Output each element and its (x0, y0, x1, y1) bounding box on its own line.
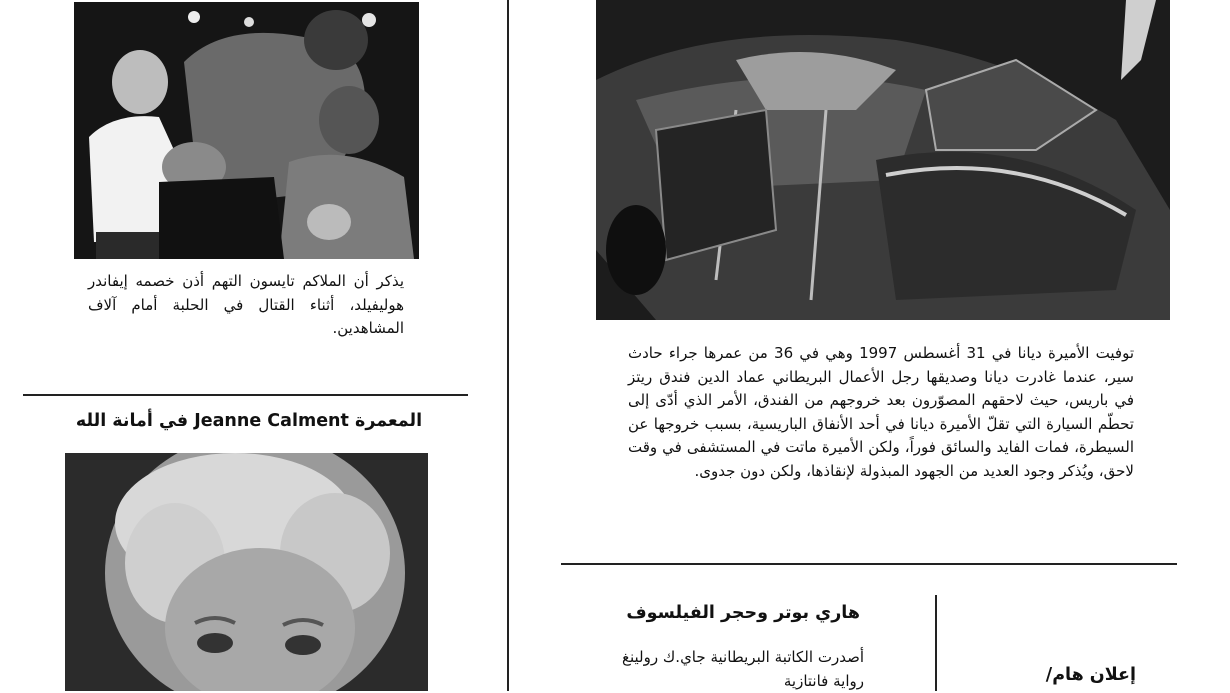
diana-caption: توفيت الأميرة ديانا في 31 أغسطس 1997 وهي في 36 من عمرها جراء حادث سير، عندما غادرت ديانا وصديقها رجل الأعمال البريطاني عماد الدين فندق ريتز في باريس، حيث لاحقهم المصوّرون بعد خروجهم من الفندق، الأمر الذي أدّى إلى تحطّم السيارة التي تقلّ الأميرة ديانا في أحد الأنفاق الباريسية، بسبب خروجها عن السيطرة، فمات الفايد والسائق فوراً، ولكن الأميرة ماتت في المستشفى في وقت لاحق، ويُذكر وجود العديد من الجهود المبذولة لإنقاذها، ولكن دون جدوى. (628, 344, 1135, 480)
harry-potter-heading: هاري بوتر وحجر الفيلسوف (626, 603, 860, 623)
harry-potter-text: أصدرت الكاتبة البريطانية جاي.ك رولينغ رواية فانتازية (622, 648, 864, 690)
left-divider (23, 394, 468, 396)
column-divider (507, 0, 509, 691)
boxing-caption: يذكر أن الملاكم تايسون التهم أذن خصمه إيفاندر هوليفيلد، أثناء القتال في الحلبة أمام آلاف المشاهدين. (88, 272, 404, 337)
calment-heading: المعمرة Jeanne Calment في أمانة الله (75, 411, 423, 431)
car-crash-photo (596, 0, 1170, 320)
bottom-column-divider (935, 595, 937, 691)
announcement-heading: إعلان هام/ (1045, 665, 1136, 685)
right-divider (561, 563, 1177, 565)
calment-photo (65, 453, 428, 691)
boxing-photo (74, 2, 419, 259)
